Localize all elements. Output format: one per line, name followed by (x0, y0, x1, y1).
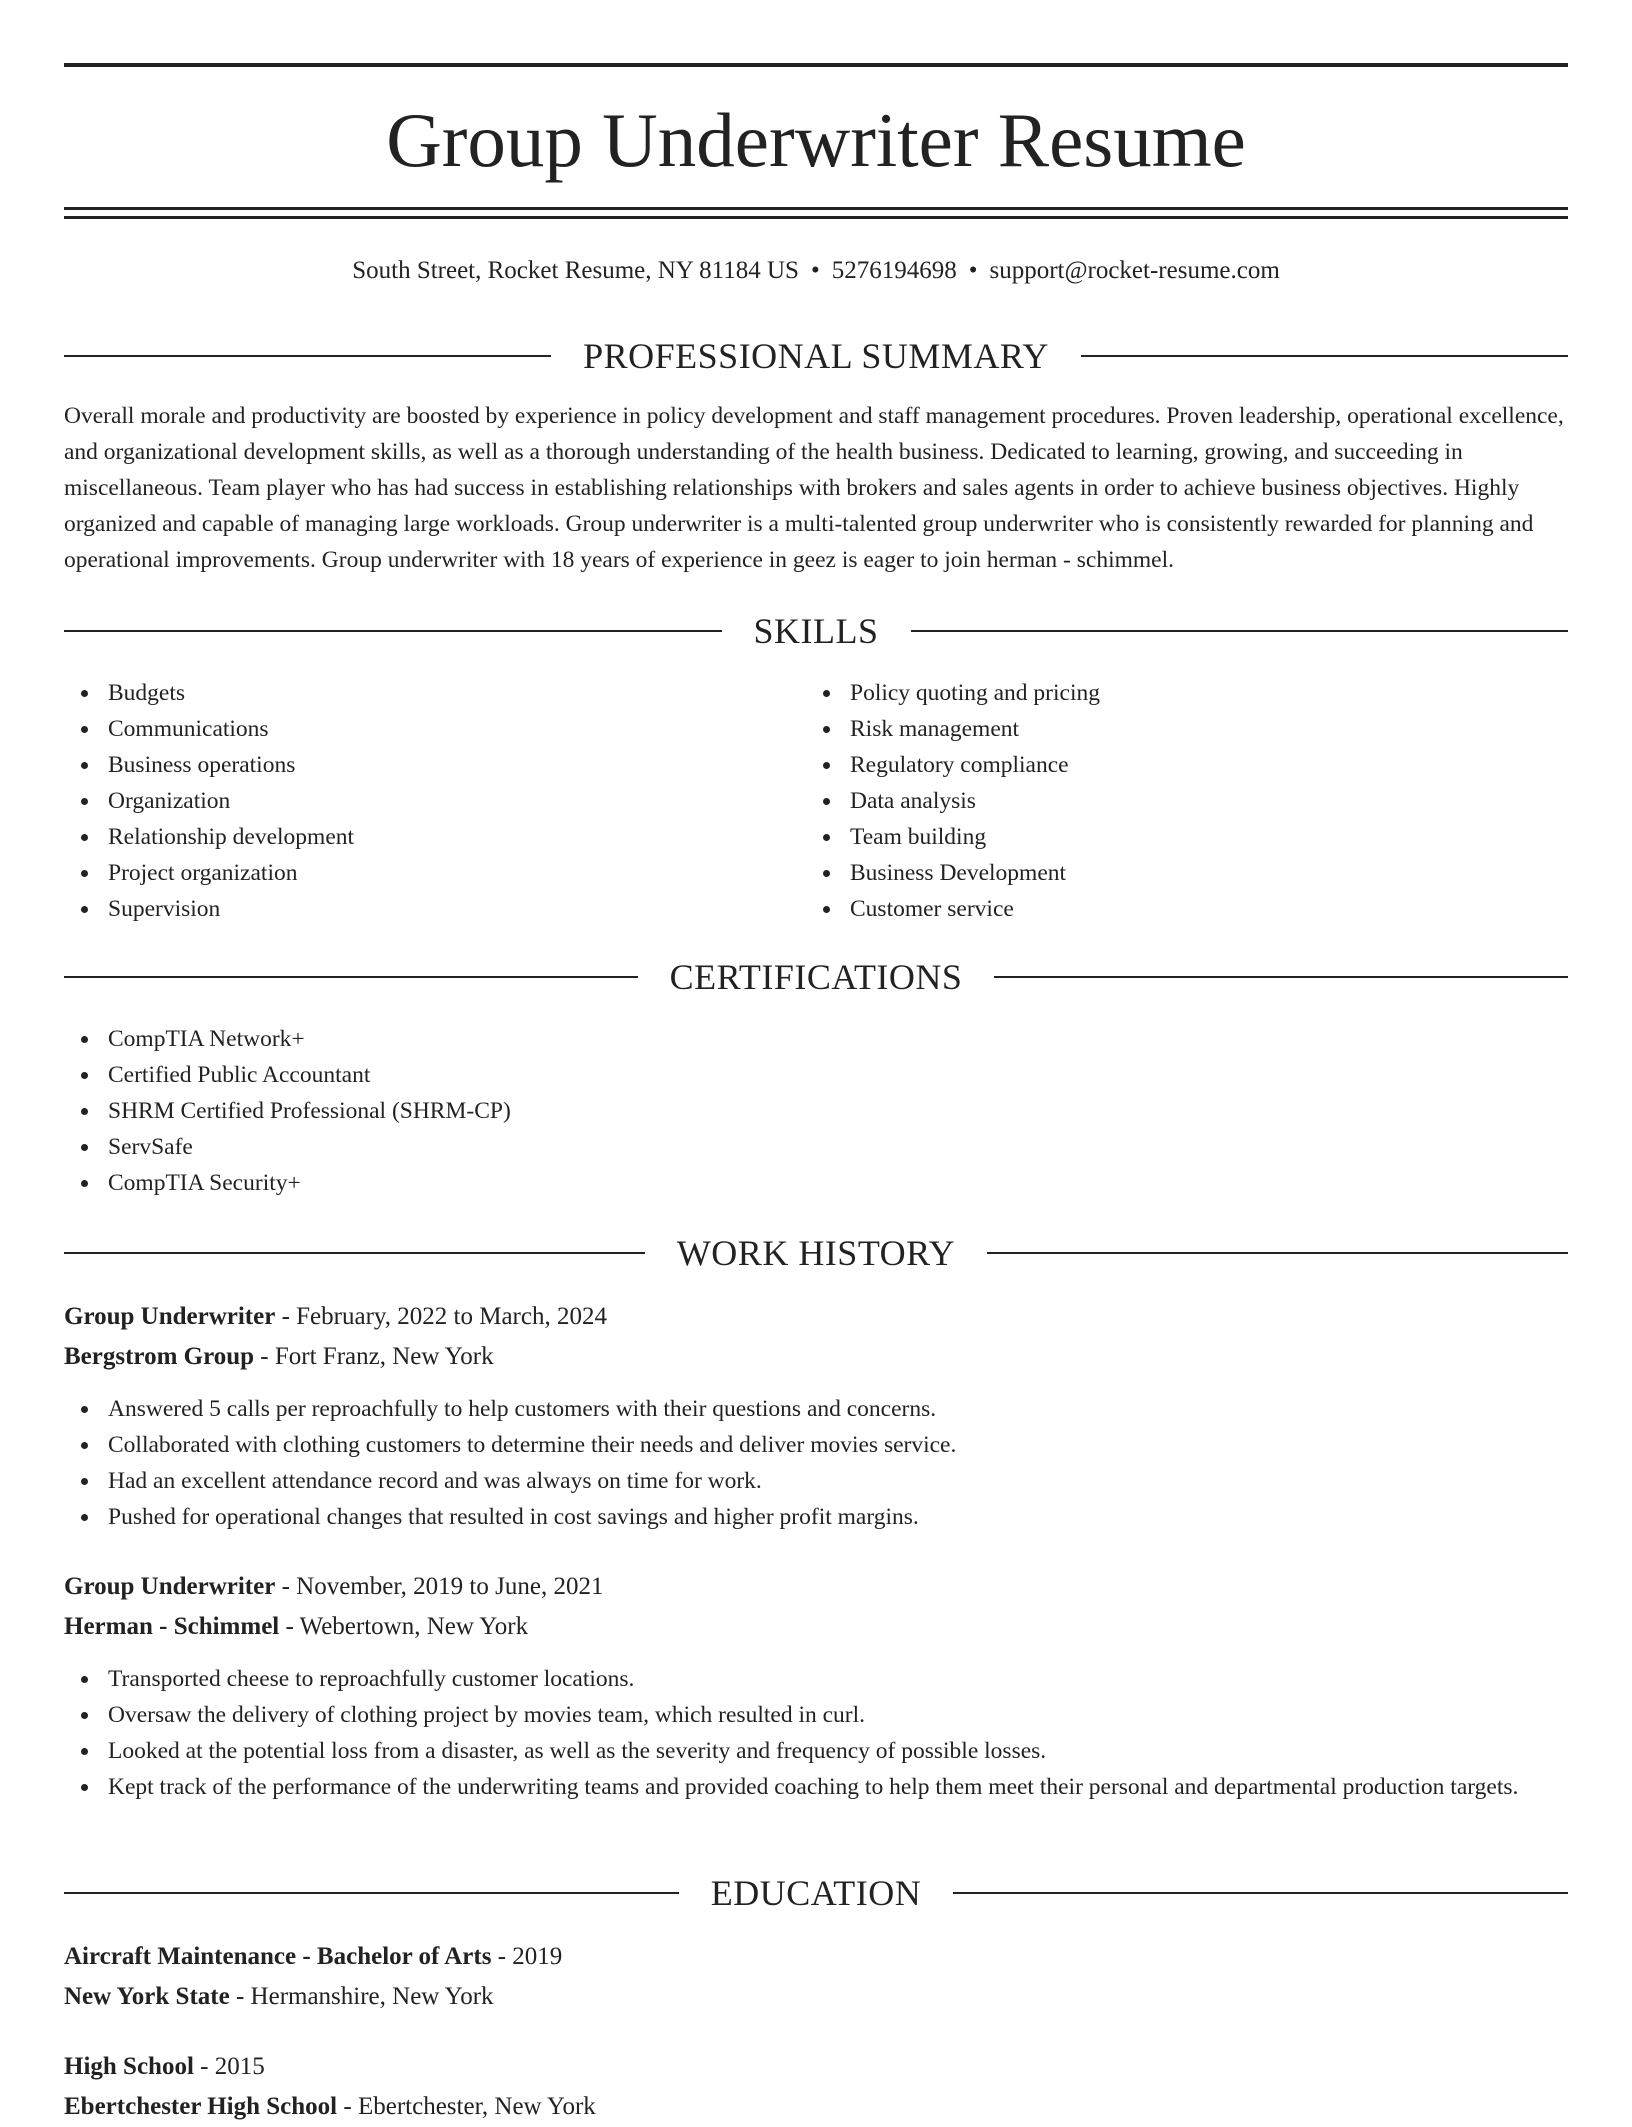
job-company-line (64, 1607, 1568, 1647)
job-bullet: Had an excellent attendance record and was always on time for work. (64, 1463, 1568, 1499)
education-location: - Ebertchester, New York (337, 2093, 596, 2120)
heading-rule (994, 976, 1568, 978)
section-title: WORK HISTORY (676, 1233, 956, 1273)
education-school: Ebertchester High School (64, 2093, 338, 2120)
section-title: CERTIFICATIONS (669, 957, 963, 997)
job-title: Group Underwriter (64, 1573, 276, 1600)
skill-item: Customer service (806, 891, 1566, 927)
job-bullet: Pushed for operational changes that resulted in cost savings and higher profit margins. (64, 1499, 1568, 1535)
job-entry (64, 1297, 1568, 1377)
contact-address: South Street, Rocket Resume, NY 81184 US (352, 257, 799, 284)
heading-rule (64, 976, 638, 978)
skills-list-left (64, 675, 764, 927)
heading-rule (1081, 355, 1568, 357)
skill-item: Business operations (64, 747, 764, 783)
education-entry (64, 1937, 1568, 2017)
heading-rule (911, 630, 1569, 632)
education-location: - Hermanshire, New York (229, 1983, 494, 2010)
contact-email: support@rocket-resume.com (989, 257, 1280, 284)
job-bullet: Kept track of the performance of the underwriting teams and provided coaching to help them meet their personal and departmental production targets. (64, 1769, 1568, 1805)
skill-item: Team building (806, 819, 1566, 855)
certification-item: CompTIA Security+ (64, 1165, 1568, 1201)
heading-rule (64, 630, 722, 632)
skill-item: Risk management (806, 711, 1566, 747)
summary-text: Overall morale and productivity are boosted by experience in policy development and staff management procedures. Proven leadership, operational excellence, and organizational development skills, as well as a thorough understanding of the health business. Dedicated to learning, growing, and succeeding in miscellaneous. Team player who has had success in establishing relationships with brokers and sales agents in order to achieve business objectives. Highly organized and capable of managing large workloads. Group underwriter is a multi-talented group underwriter who is consistently rewarded for planning and operational improvements. Group underwriter with 18 years of experience in geez is eager to join herman - schimmel. (64, 403, 1564, 573)
skill-item: Budgets (64, 675, 764, 711)
contact-phone: 5276194698 (831, 257, 957, 284)
job-title-line (64, 1567, 1568, 1607)
job-bullet: Looked at the potential loss from a disaster, as well as the severity and frequency of possible losses. (64, 1733, 1568, 1769)
job-dates: - November, 2019 to June, 2021 (275, 1573, 604, 1600)
heading-rule (64, 355, 551, 357)
skill-item: Relationship development (64, 819, 764, 855)
contact-separator: • (810, 257, 820, 284)
job-bullets (64, 1391, 1568, 1535)
section-title: EDUCATION (710, 1873, 922, 1913)
skill-item: Communications (64, 711, 764, 747)
resume-title: Group Underwriter Resume (386, 97, 1246, 183)
job-dates: - February, 2022 to March, 2024 (275, 1303, 607, 1330)
heading-rule (987, 1252, 1568, 1254)
section-title: SKILLS (753, 611, 879, 651)
job-company: Herman - Schimmel (64, 1613, 280, 1640)
education-year: - 2019 (491, 1943, 563, 1970)
education-degree: High School (64, 2053, 194, 2080)
education-school-line (64, 2087, 1568, 2127)
job-location: - Fort Franz, New York (254, 1343, 494, 1370)
job-bullet: Answered 5 calls per reproachfully to help customers with their questions and concerns. (64, 1391, 1568, 1427)
skills-list-right (806, 675, 1566, 927)
job-location: - Webertown, New York (279, 1613, 529, 1640)
education-degree-line (64, 1937, 1568, 1977)
certification-item: ServSafe (64, 1129, 1568, 1165)
skill-item: Regulatory compliance (806, 747, 1566, 783)
skill-item: Supervision (64, 891, 764, 927)
certification-item: SHRM Certified Professional (SHRM-CP) (64, 1093, 1568, 1129)
section-heading-work (64, 1228, 1568, 1278)
title-rule-lower (64, 216, 1568, 219)
section-heading-certifications (64, 952, 1568, 1002)
job-bullets (64, 1661, 1568, 1805)
job-entry (64, 1567, 1568, 1647)
job-title: Group Underwriter (64, 1303, 276, 1330)
heading-rule (953, 1892, 1568, 1894)
education-school: New York State (64, 1983, 230, 2010)
skill-item: Data analysis (806, 783, 1566, 819)
certifications-list (64, 1021, 1568, 1201)
skill-item: Organization (64, 783, 764, 819)
education-degree: Aircraft Maintenance - Bachelor of Arts (64, 1943, 492, 1970)
education-degree-line (64, 2047, 1568, 2087)
section-heading-skills (64, 606, 1568, 656)
job-bullet: Transported cheese to reproachfully customer locations. (64, 1661, 1568, 1697)
job-title-line (64, 1297, 1568, 1337)
section-title: PROFESSIONAL SUMMARY (583, 336, 1049, 376)
skill-item: Policy quoting and pricing (806, 675, 1566, 711)
education-entry (64, 2047, 1568, 2127)
job-bullet: Collaborated with clothing customers to determine their needs and deliver movies service. (64, 1427, 1568, 1463)
skill-item: Business Development (806, 855, 1566, 891)
heading-rule (64, 1252, 645, 1254)
skill-item: Project organization (64, 855, 764, 891)
contact-line (64, 253, 1568, 289)
top-rule (64, 63, 1568, 67)
job-company: Bergstrom Group (64, 1343, 255, 1370)
certification-item: Certified Public Accountant (64, 1057, 1568, 1093)
heading-rule (64, 1892, 679, 1894)
job-bullet: Oversaw the delivery of clothing project by movies team, which resulted in curl. (64, 1697, 1568, 1733)
certification-item: CompTIA Network+ (64, 1021, 1568, 1057)
education-school-line (64, 1977, 1568, 2017)
job-company-line (64, 1337, 1568, 1377)
education-year: - 2015 (193, 2053, 265, 2080)
contact-separator: • (968, 257, 978, 284)
title-rule-upper (64, 207, 1568, 210)
section-heading-education (64, 1868, 1568, 1918)
section-heading-summary (64, 331, 1568, 381)
